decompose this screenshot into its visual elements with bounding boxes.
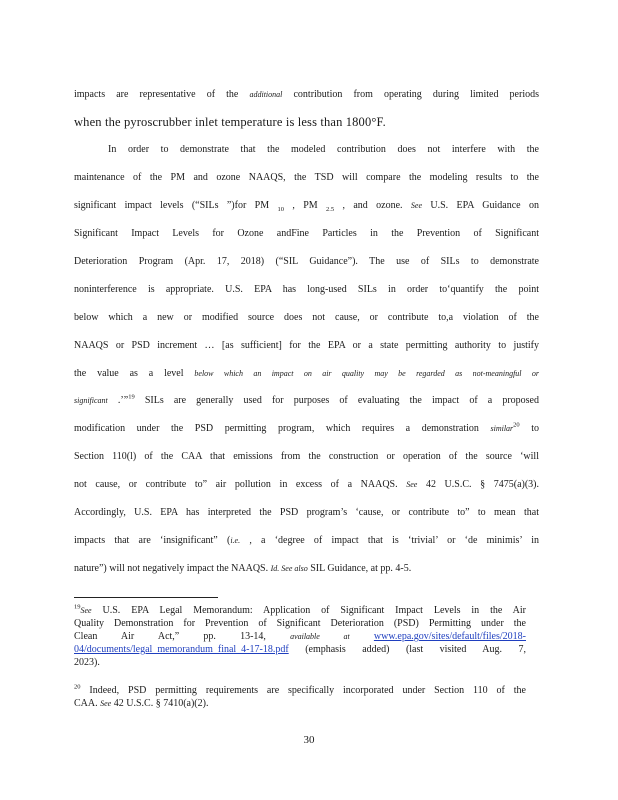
body-line-8: noninterference is appropriate. U.S. EPA has long-used SILs in order to‘quantify the point — [74, 284, 539, 295]
footnote-19-line-5: 2023). — [74, 657, 100, 668]
body-line-11: the value as a level below which an impact on air quality may be regarded as not-meaningful or — [74, 368, 539, 379]
body-line-1: impacts are representative of the additional contribution from operating during limited periods — [74, 89, 539, 100]
footnote-ref-19[interactable]: 19 — [128, 393, 135, 401]
body-line-5: significant impact levels (“SILs ”)for PM $_{10}$ , PM $_{2.5}$ , and ozone. See U.S. EPA Guidance on — [74, 200, 539, 213]
body-line-14: Section 110(l) of the CAA that emissions from the construction or operation of the source ‘will — [74, 451, 539, 462]
body-line-15: not cause, or contribute to” air pollution in excess of a NAAQS. See 42 U.S.C. § 7475(a)(3). — [74, 479, 540, 490]
body-line-4: maintenance of the PM and ozone NAAQS, the TSD will compare the modeling results to the — [74, 172, 539, 183]
paragraph-first-line: In order to demonstrate that the modeled contribution does not interfere with the — [108, 144, 539, 155]
epa-url-link-part-1[interactable]: www.epa.gov/sites/default/files/2018- — [373, 631, 526, 642]
body-line-13: modification under the PSD permitting program, which requires a demonstration similar$^{20}$ to — [74, 421, 540, 434]
footnote-19-line-2: Quality Demonstration for Prevention of Significant Deterioration (PSD) Permitting under the — [74, 618, 526, 629]
footnote-20-line-1: $^{20}$ Indeed, PSD permitting requirements are specifically incorporated under Section 110 of the — [74, 683, 526, 696]
body-line-2: when the pyroscrubber inlet temperature is less than 1800°F. — [74, 115, 386, 129]
body-line-7: Deterioration Program (Apr. 17, 2018) (“SIL Guidance”). The use of SILs to demonstrate — [74, 256, 539, 267]
page-number: 30 — [303, 734, 315, 746]
footnote-19-line-1: $^{19}$See U.S. EPA Legal Memorandum: Application of Significant Impact Levels in the Air — [74, 603, 526, 616]
footnote-separator — [74, 597, 218, 598]
epa-url-link-part-2[interactable]: 04/documents/legal_memorandum_final_4-17-18.pdf — [74, 644, 289, 655]
body-line-9: below which a new or modified source does not cause, or contribute to,a violation of the — [74, 312, 539, 323]
body-line-10: NAAQS or PSD increment … [as sufficient] for the EPA or a state permitting authority to justify — [74, 340, 539, 351]
body-line-17: impacts that are ‘insignificant” (i.e. , a ‘degree of impact that is ‘trivial’ or ‘de minimis’ in — [74, 535, 539, 546]
footnote-19-line-3: Clean Air Act,” pp. 13-14, available at www.epa.gov/sites/default/files/2018- — [74, 631, 526, 642]
footnote-20-line-2: CAA. See 42 U.S.C. § 7410(a)(2). — [74, 698, 209, 709]
body-line-6: Significant Impact Levels for Ozone andFine Particles in the Prevention of Significant — [74, 228, 539, 239]
footnote-19-line-4: 04/documents/legal_memorandum_final_4-17-18.pdf (emphasis added) (last visited Aug. 7, — [74, 644, 526, 655]
body-line-12: significant .’”$^{19}$ SILs are generally used for purposes of evaluating the impact of a proposed — [74, 393, 539, 406]
footnote-ref-20[interactable]: 20 — [513, 421, 520, 429]
body-line-16: Accordingly, U.S. EPA has interpreted the PSD program’s ‘cause, or contribute to” to mean that — [74, 507, 539, 518]
body-line-18: nature”) will not negatively impact the NAAQS. Id. See also SIL Guidance, at pp. 4-5. — [74, 563, 412, 574]
